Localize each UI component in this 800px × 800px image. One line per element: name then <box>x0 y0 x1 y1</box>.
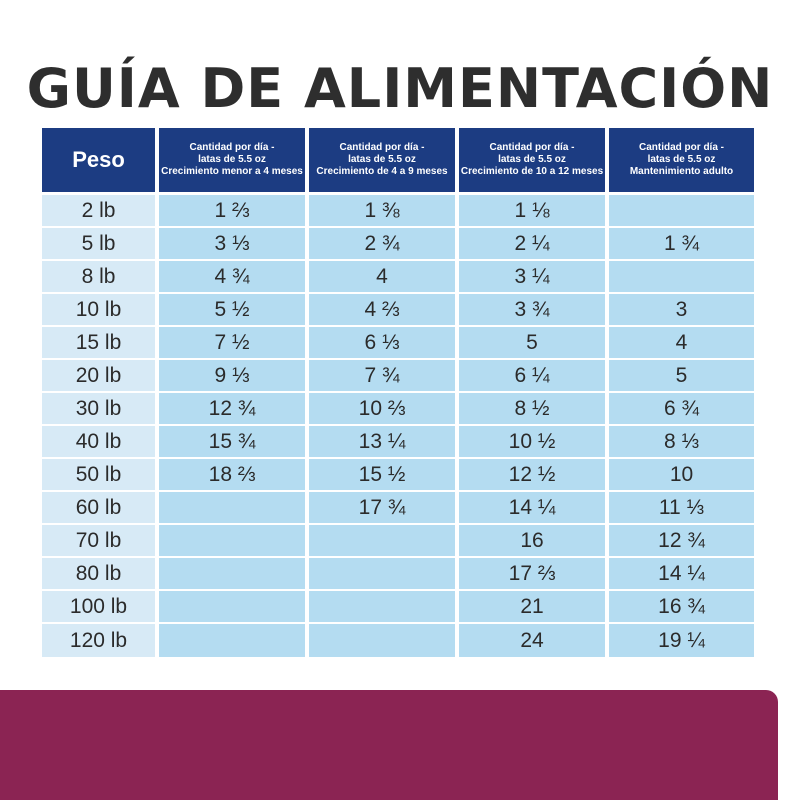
amount-cell-under-4-months: 9 ⅓ <box>159 360 305 393</box>
weight-cell: 20 lb <box>42 360 155 393</box>
header-line: latas de 5.5 oz <box>348 154 416 165</box>
amount-cell-10-to-12-months: 24 <box>459 624 605 657</box>
amount-cell-4-to-9-months: 2 ¾ <box>309 228 455 261</box>
amount-cell-adult-maintenance <box>609 195 754 228</box>
header-line: Cantidad por día - <box>189 142 275 153</box>
amount-cell-10-to-12-months: 16 <box>459 525 605 558</box>
header-line: latas de 5.5 oz <box>198 154 266 165</box>
weight-cell: 10 lb <box>42 294 155 327</box>
amount-cell-10-to-12-months: 5 <box>459 327 605 360</box>
amount-cell-under-4-months: 5 ½ <box>159 294 305 327</box>
amount-cell-10-to-12-months: 10 ½ <box>459 426 605 459</box>
amount-cell-10-to-12-months: 3 ¼ <box>459 261 605 294</box>
weight-cell: 30 lb <box>42 393 155 426</box>
amount-cell-adult-maintenance: 8 ⅓ <box>609 426 754 459</box>
amount-cell-under-4-months: 18 ⅔ <box>159 459 305 492</box>
amount-cell-4-to-9-months: 7 ¾ <box>309 360 455 393</box>
amount-cell-adult-maintenance <box>609 261 754 294</box>
amount-cell-4-to-9-months: 10 ⅔ <box>309 393 455 426</box>
header-line: Cantidad por día - <box>339 142 425 153</box>
header-10-to-12-months <box>459 128 605 192</box>
header-line: Cantidad por día - <box>489 142 575 153</box>
weight-cell: 60 lb <box>42 492 155 525</box>
amount-cell-4-to-9-months <box>309 558 455 591</box>
weight-cell: 50 lb <box>42 459 155 492</box>
header-line: Crecimiento de 4 a 9 meses <box>316 166 448 177</box>
weight-cell: 5 lb <box>42 228 155 261</box>
amount-cell-under-4-months: 15 ¾ <box>159 426 305 459</box>
header-line: Mantenimiento adulto <box>629 166 734 177</box>
header-line: latas de 5.5 oz <box>498 154 566 165</box>
amount-cell-adult-maintenance: 4 <box>609 327 754 360</box>
amount-cell-10-to-12-months: 6 ¼ <box>459 360 605 393</box>
amount-cell-under-4-months <box>159 492 305 525</box>
header-line: latas de 5.5 oz <box>647 154 716 165</box>
amount-cell-10-to-12-months: 14 ¼ <box>459 492 605 525</box>
amount-cell-under-4-months: 1 ⅔ <box>159 195 305 228</box>
amount-cell-10-to-12-months: 1 ⅛ <box>459 195 605 228</box>
amount-cell-adult-maintenance: 3 <box>609 294 754 327</box>
amount-cell-4-to-9-months <box>309 624 455 657</box>
weight-cell: 8 lb <box>42 261 155 294</box>
amount-cell-adult-maintenance: 6 ¾ <box>609 393 754 426</box>
header-line: Cantidad por día - <box>639 142 724 153</box>
weight-cell: 80 lb <box>42 558 155 591</box>
header-line: Peso <box>72 147 125 172</box>
amount-cell-4-to-9-months: 4 ⅔ <box>309 294 455 327</box>
header-line: Crecimiento menor a 4 meses <box>161 166 303 177</box>
amount-cell-4-to-9-months: 6 ⅓ <box>309 327 455 360</box>
amount-cell-4-to-9-months <box>309 525 455 558</box>
header-weight <box>42 128 155 192</box>
amount-cell-4-to-9-months: 15 ½ <box>309 459 455 492</box>
weight-cell: 100 lb <box>42 591 155 624</box>
header-4-to-9-months <box>309 128 455 192</box>
amount-cell-10-to-12-months: 12 ½ <box>459 459 605 492</box>
amount-cell-4-to-9-months: 1 ⅜ <box>309 195 455 228</box>
amount-cell-under-4-months: 12 ¾ <box>159 393 305 426</box>
amount-cell-4-to-9-months: 17 ¾ <box>309 492 455 525</box>
amount-cell-adult-maintenance: 12 ¾ <box>609 525 754 558</box>
amount-cell-under-4-months <box>159 624 305 657</box>
amount-cell-4-to-9-months: 13 ¼ <box>309 426 455 459</box>
page-title: GUÍA DE ALIMENTACIÓN <box>26 57 774 120</box>
amount-cell-under-4-months: 4 ¾ <box>159 261 305 294</box>
amount-cell-adult-maintenance: 5 <box>609 360 754 393</box>
amount-cell-under-4-months <box>159 591 305 624</box>
amount-cell-10-to-12-months: 21 <box>459 591 605 624</box>
amount-cell-10-to-12-months: 8 ½ <box>459 393 605 426</box>
amount-cell-adult-maintenance: 14 ¼ <box>609 558 754 591</box>
bottom-color-band <box>0 690 778 800</box>
amount-cell-under-4-months <box>159 558 305 591</box>
feeding-table <box>42 128 756 657</box>
header-line: Crecimiento de 10 a 12 meses <box>460 166 604 177</box>
amount-cell-10-to-12-months: 3 ¾ <box>459 294 605 327</box>
header-under-4-months <box>159 128 305 192</box>
amount-cell-adult-maintenance: 19 ¼ <box>609 624 754 657</box>
amount-cell-under-4-months: 7 ½ <box>159 327 305 360</box>
amount-cell-under-4-months: 3 ⅓ <box>159 228 305 261</box>
amount-cell-4-to-9-months: 4 <box>309 261 455 294</box>
amount-cell-4-to-9-months <box>309 591 455 624</box>
amount-cell-10-to-12-months: 2 ¼ <box>459 228 605 261</box>
amount-cell-adult-maintenance: 11 ⅓ <box>609 492 754 525</box>
amount-cell-adult-maintenance: 10 <box>609 459 754 492</box>
amount-cell-adult-maintenance: 16 ¾ <box>609 591 754 624</box>
weight-cell: 2 lb <box>42 195 155 228</box>
amount-cell-under-4-months <box>159 525 305 558</box>
amount-cell-10-to-12-months: 17 ⅔ <box>459 558 605 591</box>
weight-cell: 70 lb <box>42 525 155 558</box>
weight-cell: 120 lb <box>42 624 155 657</box>
header-adult-maintenance <box>609 128 754 192</box>
weight-cell: 15 lb <box>42 327 155 360</box>
weight-cell: 40 lb <box>42 426 155 459</box>
amount-cell-adult-maintenance: 1 ¾ <box>609 228 754 261</box>
